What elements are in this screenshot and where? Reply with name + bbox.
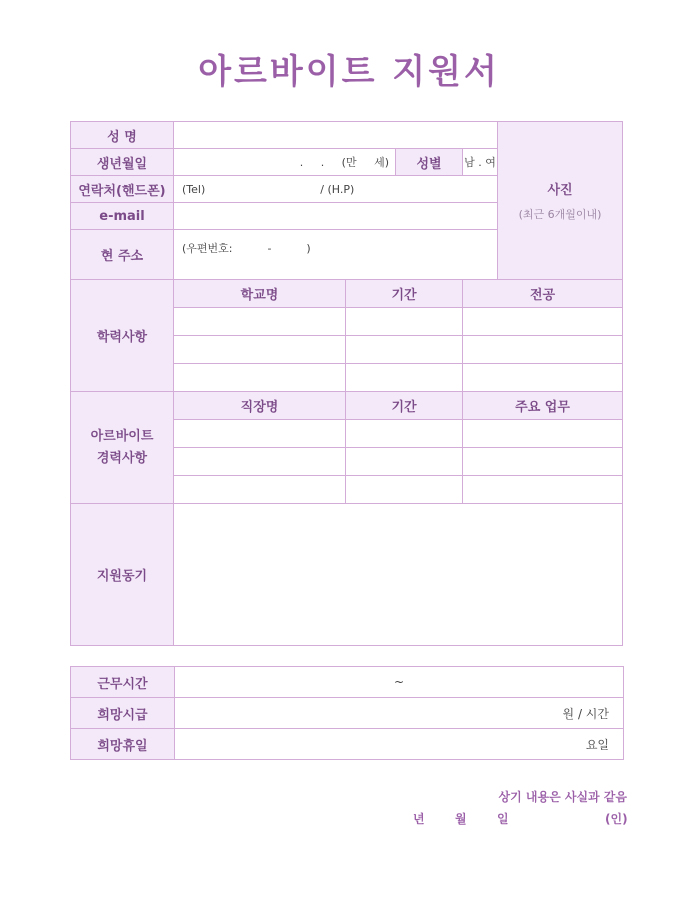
career-period-cell[interactable]: [346, 420, 463, 448]
edu-period-cell[interactable]: [346, 336, 463, 364]
birth-label: 생년월일: [71, 149, 174, 176]
career-company-cell[interactable]: [174, 420, 346, 448]
career-header-duty: 주요 업무: [463, 392, 623, 420]
application-table: [70, 121, 623, 646]
career-duty-cell[interactable]: [463, 448, 623, 476]
photo-note: (최근 6개월이내): [518, 208, 602, 221]
edu-header-period: 기간: [346, 280, 463, 308]
hours-field[interactable]: ~: [175, 667, 624, 698]
address-label: 현 주소: [71, 230, 174, 280]
edu-major-cell[interactable]: [463, 364, 623, 392]
contact-field[interactable]: [174, 176, 498, 203]
hours-label: 근무시간: [71, 667, 175, 698]
career-duty-cell[interactable]: [463, 476, 623, 504]
career-period-cell[interactable]: [346, 476, 463, 504]
career-duty-cell[interactable]: [463, 420, 623, 448]
holiday-field[interactable]: 요일: [175, 729, 624, 760]
education-label: 학력사항: [71, 280, 174, 392]
motivation-label: 지원동기: [71, 504, 174, 646]
career-label-line1: 아르바이트: [90, 428, 154, 444]
career-period-cell[interactable]: [346, 448, 463, 476]
wage-label: 희망시급: [71, 698, 175, 729]
birth-field[interactable]: . . (만 세): [174, 149, 396, 176]
career-label-line2: 경력사항: [96, 450, 148, 466]
contact-hp-label: / (H.P): [320, 182, 355, 196]
career-header-period: 기간: [346, 392, 463, 420]
edu-header-school: 학교명: [174, 280, 346, 308]
name-label: 성 명: [71, 122, 174, 149]
email-label: e-mail: [71, 203, 174, 230]
gender-label: 성별: [396, 149, 463, 176]
name-field[interactable]: [174, 122, 498, 149]
confirmation-statement: 상기 내용은 사실과 같음: [498, 790, 627, 804]
edu-school-cell[interactable]: [174, 336, 346, 364]
edu-header-major: 전공: [463, 280, 623, 308]
edu-period-cell[interactable]: [346, 364, 463, 392]
gender-field[interactable]: 남 . 여: [463, 149, 498, 176]
edu-period-cell[interactable]: [346, 308, 463, 336]
career-header-company: 직장명: [174, 392, 346, 420]
seal-label: (인): [605, 812, 628, 826]
photo-label: 사진: [547, 183, 573, 198]
career-company-cell[interactable]: [174, 448, 346, 476]
day-label: 일: [497, 812, 509, 826]
contact-tel-label: (Tel): [182, 182, 206, 196]
career-label: [71, 392, 174, 504]
motivation-field[interactable]: [174, 504, 623, 646]
month-label: 월: [455, 812, 467, 826]
edu-school-cell[interactable]: [174, 364, 346, 392]
page-title: 아르바이트 지원서: [198, 52, 500, 92]
photo-box[interactable]: [498, 122, 623, 280]
edu-major-cell[interactable]: [463, 336, 623, 364]
edu-school-cell[interactable]: [174, 308, 346, 336]
holiday-label: 희망휴일: [71, 729, 175, 760]
address-field[interactable]: (우편번호: - ): [174, 230, 498, 280]
wage-field[interactable]: 원 / 시간: [175, 698, 624, 729]
contact-label: 연락처(핸드폰): [71, 176, 174, 203]
email-field[interactable]: [174, 203, 498, 230]
work-conditions-table: [70, 666, 624, 760]
year-label: 년: [413, 812, 425, 826]
edu-major-cell[interactable]: [463, 308, 623, 336]
career-company-cell[interactable]: [174, 476, 346, 504]
